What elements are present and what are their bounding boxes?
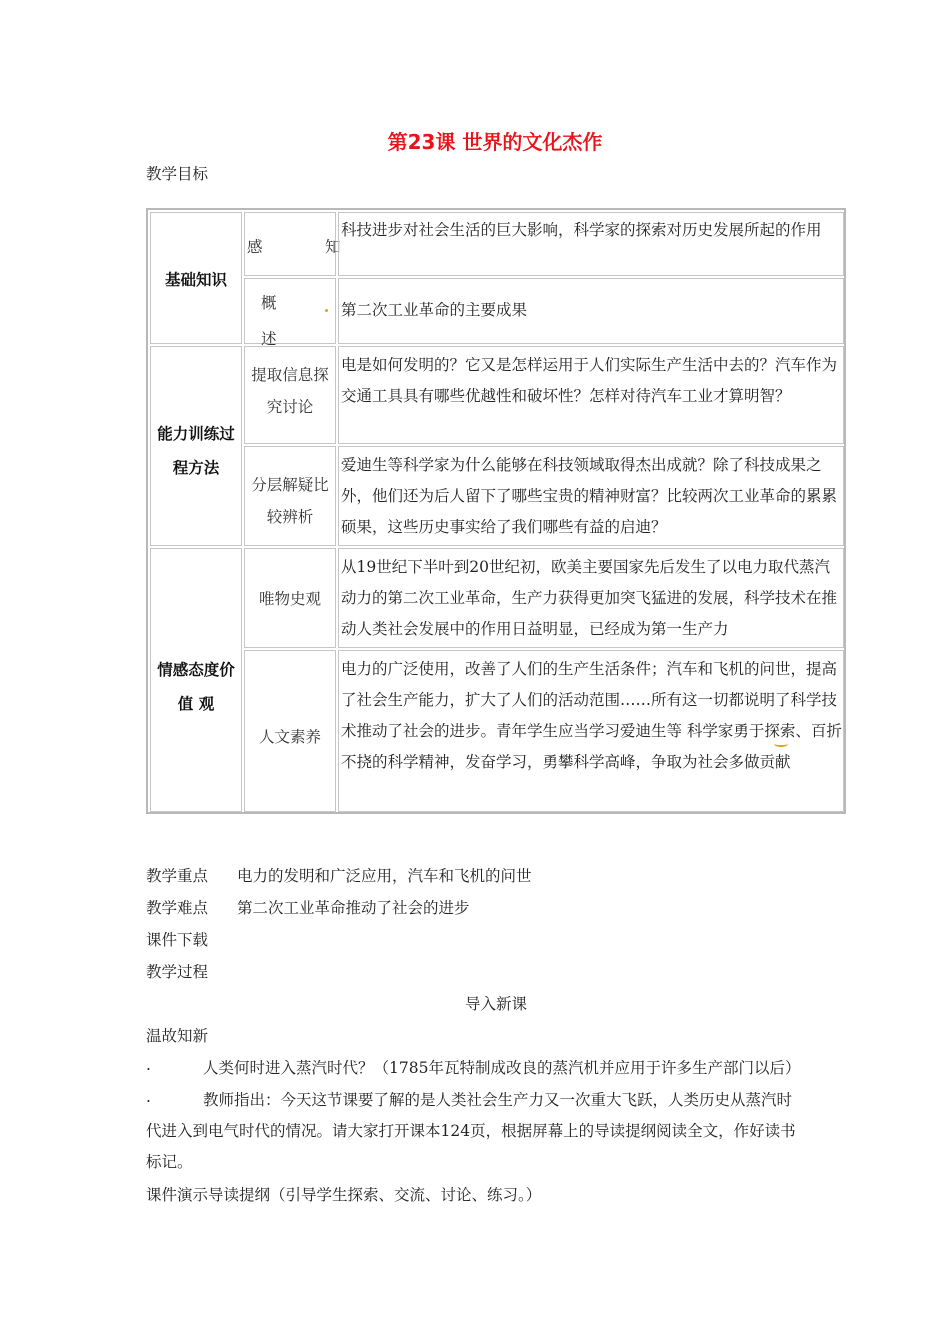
- review-label: 温故知新: [146, 1027, 209, 1045]
- marker-dot: [325, 309, 328, 312]
- intro-heading: 导入新课: [465, 995, 528, 1013]
- courseware-text: 课件演示导读提纲（引导学生探索、交流、讨论、练习。）: [146, 1186, 542, 1204]
- row1-item2-text: 第二次工业革命的主要成果: [338, 278, 844, 344]
- point2-text-line3: 标记。: [146, 1153, 193, 1171]
- row3-item1-text: 从19世纪下半叶到20世纪初，欧美主要国家先后发生了以电力取代蒸汽动力的第二次工业革命，生产力获得更加突飞猛进的发展，科学技术在推动人类社会发展中的作用日益明显，已经成为第一生产力: [338, 548, 844, 648]
- objectives-label: 教学目标: [146, 165, 209, 183]
- row3-item2-text: 电力的广泛使用，改善了人们的生产生活条件；汽车和飞机的问世，提高了社会生产能力，扩大了人们的活动范围……所有这一切都说明了科学技术推动了社会的进步。青年学生应当学习爱迪生等 科学家勇于探索、百折不挠的科学精神，发奋学习，勇攀科学高峰，争取为社会多做贡献: [338, 650, 844, 812]
- download-label: 课件下载: [146, 931, 209, 949]
- point2-text-line2: 代进入到电气时代的情况。请大家打开课本124页，根据屏幕上的导读提纲阅读全文，作好读书: [146, 1122, 796, 1140]
- marker-squiggle: [774, 741, 788, 747]
- row3-item1-left: 唯物史观: [244, 548, 336, 648]
- difficulty-text: 第二次工业革命推动了社会的进步: [237, 899, 470, 917]
- row1-item1-left: 感 知: [244, 212, 336, 276]
- difficulty-label: 教学难点: [146, 899, 209, 917]
- point1-marker: .: [146, 1056, 151, 1074]
- row3-item2-left: 人文素养: [244, 650, 336, 812]
- point2-marker: .: [146, 1088, 151, 1106]
- point1-text: 人类何时进入蒸汽时代？（1785年瓦特制成改良的蒸汽机并应用于许多生产部门以后）: [203, 1059, 801, 1077]
- row1-item1-text: 科技进步对社会生活的巨大影响，科学家的探索对历史发展所起的作用: [338, 212, 844, 276]
- row1-label: 基础知识: [150, 212, 242, 344]
- row2-item1-left: 提取信息探究讨论: [244, 346, 336, 444]
- row2-label: 能力训练过程方法: [150, 346, 242, 546]
- row2-item2-left: 分层解疑比较辨析: [244, 446, 336, 546]
- row1-item2-left: 概 述: [244, 278, 336, 344]
- focus-label: 教学重点: [146, 867, 209, 885]
- row3-label: 情感态度价值 观: [150, 548, 242, 812]
- point2-text-line1: 教师指出：今天这节课要了解的是人类社会生产力又一次重大飞跃，人类历史从蒸汽时: [203, 1091, 793, 1109]
- page-title: 第23课 世界的文化杰作: [387, 130, 603, 154]
- row2-item2-text: 爱迪生等科学家为什么能够在科技领域取得杰出成就？除了科技成果之外，他们还为后人留下了哪些宝贵的精神财富？比较两次工业革命的累累硕果，这些历史事实给了我们哪些有益的启迪？: [338, 446, 844, 546]
- objectives-table: [146, 208, 846, 814]
- process-label: 教学过程: [146, 963, 209, 981]
- row2-item1-text: 电是如何发明的？它又是怎样运用于人们实际生产生活中去的？汽车作为交通工具具有哪些优越性和破坏性？怎样对待汽车工业才算明智？: [338, 346, 844, 444]
- focus-text: 电力的发明和广泛应用，汽车和飞机的问世: [237, 867, 532, 885]
